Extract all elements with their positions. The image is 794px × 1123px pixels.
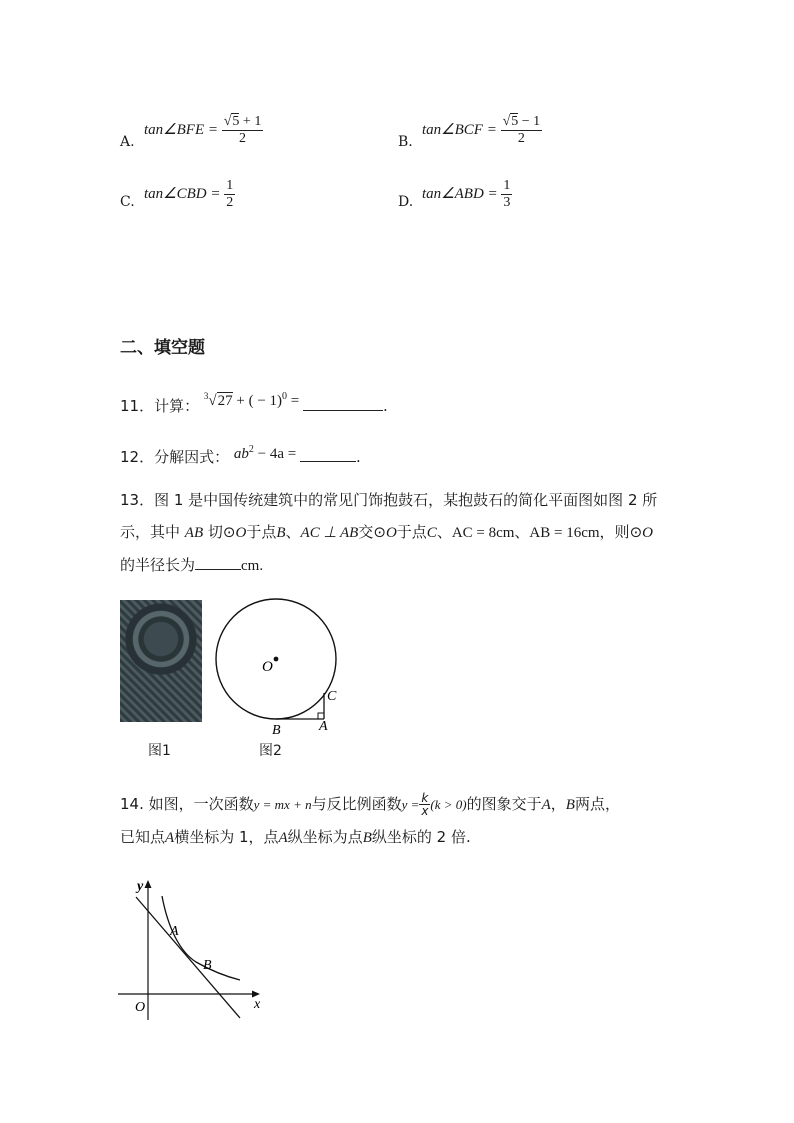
option-a-radicand: 5 (232, 114, 240, 129)
option-c-fraction (224, 178, 235, 211)
q14-point-a: A (165, 830, 175, 846)
q11-end: . (383, 397, 388, 415)
q14-text-g: 横坐标为 1，点 (174, 828, 279, 846)
circle-symbol: ⊙ (629, 523, 643, 541)
q13-text-b: 切 (207, 523, 223, 541)
q11-rest: + ( − 1) (236, 393, 283, 409)
q13-o: O (642, 525, 653, 541)
label-y: y (137, 879, 144, 894)
q14-text-i: 纵坐标的 2 倍. (371, 828, 471, 846)
option-d-den: 3 (503, 195, 511, 210)
label-a: A (319, 719, 328, 734)
q14-k-over-x (419, 792, 430, 817)
option-a-fraction: $\frac{√5 + 1}{2}$ (223, 114, 262, 146)
q14-linear-function: y = mx + n (253, 797, 312, 812)
q11-exponent: 0 (282, 391, 288, 402)
option-c-lhs: tan∠CBD = (144, 185, 221, 202)
caption-figure-2: 图2 (259, 743, 282, 759)
q13-o: O (385, 525, 397, 541)
q14-line-2 (120, 825, 690, 850)
q14-text-c: 的图象交于 (466, 795, 542, 813)
q14-point-a: A (278, 830, 288, 846)
q13-ab: AB (184, 525, 204, 541)
q14-inverse-lhs: y = (401, 797, 420, 812)
q14-line-1 (120, 792, 690, 817)
section-title: 二、填空题 (120, 338, 205, 358)
q14-point-a: A (541, 797, 551, 813)
q13-text-c: 于点 (246, 523, 277, 541)
option-d-lhs: tan∠ABD = (422, 185, 498, 202)
q14-text-b: 与反比例函数 (311, 795, 402, 813)
option-a-label: A. (120, 134, 135, 150)
q13-text-g: 、AC = 8cm、AB = 16cm，则 (436, 525, 630, 541)
option-c-den: 2 (226, 195, 234, 210)
option-c-num: 1 (226, 178, 234, 193)
q13-text-d: 、 (285, 523, 301, 541)
q14-text-e: 两点， (574, 795, 620, 813)
option-a-lhs: tan∠BFE = (144, 121, 218, 138)
option-b-label: B. (398, 134, 413, 150)
circle-diagram (212, 598, 344, 740)
option-c-expression (144, 178, 235, 211)
q14-x: x (421, 804, 429, 818)
option-b-den: 2 (517, 131, 525, 146)
q12-ab: ab (233, 446, 249, 462)
option-b-expression (422, 114, 542, 147)
option-a-den: 2 (239, 131, 247, 146)
center-point (274, 657, 279, 662)
label-x: x (254, 997, 261, 1012)
q14-text-h: 纵坐标为点 (287, 828, 363, 846)
q13-line-1: 13．图 1 是中国传统建筑中的常见门饰抱鼓石，某抱鼓石的简化平面图如图 2 所 (120, 491, 658, 509)
q12-prefix: 12．分解因式： (120, 448, 230, 466)
option-d-num: 1 (503, 178, 511, 193)
option-a-num-rest: + 1 (242, 114, 262, 129)
label-point-b: B (203, 958, 212, 973)
q11-prefix: 11．计算： (120, 397, 200, 415)
option-d-fraction (501, 178, 512, 211)
label-point-a: A (170, 924, 179, 939)
option-a-expression (144, 114, 263, 147)
circle-symbol: ⊙ (222, 523, 236, 541)
q11-expression: $^3$√27 + ( − 1)$^0$ = (203, 391, 300, 409)
q14-k: k (421, 791, 429, 805)
question-14 (120, 792, 690, 850)
question-13 (120, 488, 680, 578)
q13-perpendicular: AC ⊥ AB (300, 525, 359, 541)
q13-answer-blank[interactable] (195, 555, 241, 570)
q14-condition: (k > 0) (430, 797, 467, 812)
option-d-expression (422, 178, 512, 211)
q13-text-h: 的半径长为 (120, 556, 196, 574)
label-o: O (262, 659, 273, 675)
option-c-label: C. (120, 194, 135, 210)
q13-text-a: 示，其中 (120, 523, 181, 541)
q13-text-e: 交 (358, 523, 374, 541)
q11-equals: = (290, 393, 300, 409)
function-graph (116, 872, 276, 1022)
question-12 (120, 442, 361, 470)
q13-point-b: B (276, 525, 286, 541)
label-c: C (327, 689, 337, 704)
q13-line-3 (120, 553, 680, 578)
q13-line-2 (120, 520, 680, 545)
q11-answer-blank[interactable] (303, 396, 383, 411)
q14-text-a: 14. 如图，一次函数 (120, 795, 254, 813)
caption-figure-1: 图1 (148, 743, 171, 759)
q13-o: O (235, 525, 247, 541)
option-b-radicand: 5 (511, 114, 519, 129)
q14-point-b: B (565, 797, 575, 813)
circle-symbol: ⊙ (373, 523, 386, 541)
drum-stone-photo (120, 600, 202, 722)
question-11 (120, 390, 388, 419)
linear-function-line (136, 897, 240, 1018)
option-b-lhs: tan∠BCF = (422, 121, 497, 138)
q12-expression (234, 446, 300, 462)
option-b-num-rest: − 1 (521, 114, 541, 129)
q14-text-d: ， (550, 795, 566, 813)
y-axis-arrow (145, 880, 152, 888)
q13-text-f: 于点 (396, 523, 427, 541)
option-d-label: D. (398, 194, 414, 210)
q12-end: . (355, 448, 361, 466)
q13-point-c: C (426, 525, 437, 541)
q14-point-b: B (362, 830, 372, 846)
option-b-fraction: $\frac{√5 - 1}{2}$ (502, 114, 541, 146)
q11-root-index: 3 (203, 391, 209, 401)
label-b: B (272, 723, 281, 738)
q14-text-f: 已知点 (120, 828, 166, 846)
q12-rest: − 4a = (257, 446, 297, 462)
q12-answer-blank[interactable] (300, 447, 356, 462)
q11-radicand: 27 (217, 393, 233, 409)
q13-unit: cm. (241, 558, 264, 574)
q12-exponent: 2 (248, 444, 254, 455)
label-origin: O (135, 1000, 146, 1015)
